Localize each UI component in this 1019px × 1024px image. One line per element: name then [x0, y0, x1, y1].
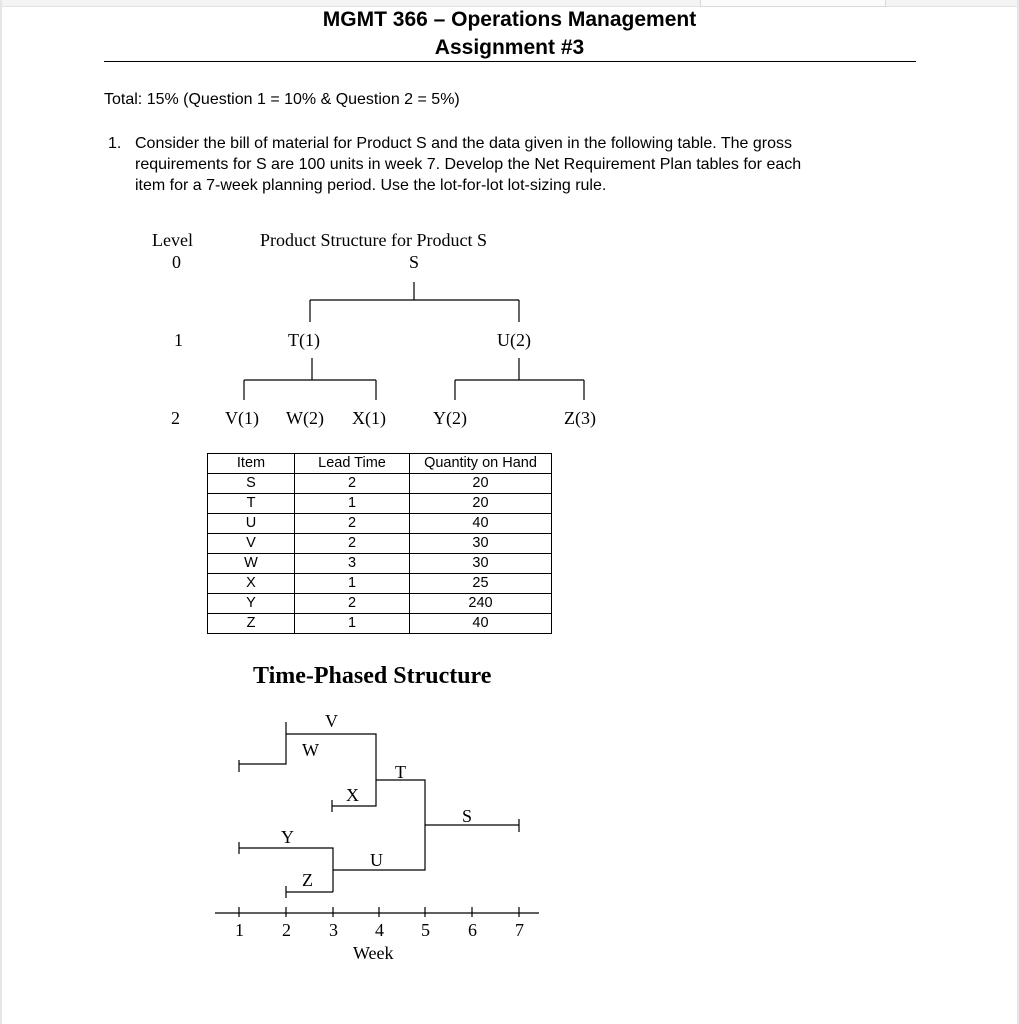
- table-header-row: [208, 454, 552, 474]
- cell-qoh: 240: [410, 594, 552, 614]
- table-row: [208, 614, 552, 634]
- time-phased-lines: [215, 722, 539, 917]
- cell-item: Z: [208, 614, 295, 634]
- tp-label-w: W: [302, 740, 319, 760]
- assignment-title: Assignment #3: [434, 36, 585, 59]
- node-v: V(1): [225, 408, 259, 428]
- node-s: S: [409, 252, 420, 272]
- u-branch-lines: [455, 358, 584, 400]
- week-tick-2: 2: [282, 920, 291, 940]
- tp-label-u: U: [370, 850, 383, 870]
- table-row: [208, 474, 552, 494]
- week-tick-5: 5: [421, 920, 430, 940]
- table-row: [208, 574, 552, 594]
- cell-lead-time: 1: [295, 574, 410, 594]
- tp-label-s: S: [462, 806, 473, 826]
- table-row: [208, 594, 552, 614]
- node-w: W(2): [286, 408, 324, 428]
- level-1: 1: [174, 330, 183, 350]
- cell-lead-time: 1: [295, 614, 410, 634]
- table-row: [208, 554, 552, 574]
- total-weight-line: Total: 15% (Question 1 = 10% & Question 2 = 5%): [104, 91, 460, 108]
- node-z: Z(3): [564, 408, 596, 428]
- cell-item: V: [208, 534, 295, 554]
- week-tick-7: 7: [515, 920, 524, 940]
- question-number: 1.: [108, 135, 122, 152]
- cell-item: T: [208, 494, 295, 514]
- question-line-1: Consider the bill of material for Product S and the data given in the following table. The gross: [135, 135, 792, 152]
- tp-label-v: V: [325, 711, 338, 731]
- cell-qoh: 20: [410, 494, 552, 514]
- cell-item: S: [208, 474, 295, 494]
- cell-qoh: 30: [410, 534, 552, 554]
- header-item: Item: [208, 454, 295, 474]
- week-tick-1: 1: [235, 920, 244, 940]
- course-title: MGMT 366 – Operations Management: [322, 8, 697, 31]
- cell-qoh: 25: [410, 574, 552, 594]
- t-branch-lines: [244, 358, 376, 400]
- node-t: T(1): [288, 330, 320, 350]
- level-0: 0: [172, 252, 181, 272]
- tp-label-y: Y: [281, 827, 294, 847]
- week-tick-6: 6: [468, 920, 477, 940]
- cell-lead-time: 3: [295, 554, 410, 574]
- cell-item: W: [208, 554, 295, 574]
- tp-label-t: T: [395, 762, 406, 782]
- cell-item: Y: [208, 594, 295, 614]
- cell-qoh: 40: [410, 614, 552, 634]
- tp-label-x: X: [346, 785, 359, 805]
- cell-qoh: 40: [410, 514, 552, 534]
- tp-label-z: Z: [302, 870, 313, 890]
- level-header: Level: [152, 230, 193, 250]
- product-structure-title: Product Structure for Product S: [260, 230, 487, 250]
- header-lead-time: Lead Time: [295, 454, 410, 474]
- question-line-2: requirements for S are 100 units in week 7. Develop the Net Requirement Plan tables for each: [135, 156, 802, 173]
- table-row: [208, 494, 552, 514]
- week-axis-label: Week: [353, 943, 394, 963]
- s-branch-lines: [310, 282, 519, 322]
- cell-qoh: 20: [410, 474, 552, 494]
- header-quantity-on-hand: Quantity on Hand: [410, 454, 552, 474]
- table-row: [208, 514, 552, 534]
- week-tick-3: 3: [329, 920, 338, 940]
- cell-item: U: [208, 514, 295, 534]
- node-x: X(1): [352, 408, 386, 428]
- cell-lead-time: 2: [295, 594, 410, 614]
- cell-lead-time: 2: [295, 474, 410, 494]
- cell-lead-time: 2: [295, 514, 410, 534]
- cell-item: X: [208, 574, 295, 594]
- cell-lead-time: 2: [295, 534, 410, 554]
- node-y: Y(2): [433, 408, 467, 428]
- cell-qoh: 30: [410, 554, 552, 574]
- time-phased-title: Time-Phased Structure: [253, 663, 492, 689]
- level-2: 2: [171, 408, 180, 428]
- table-row: [208, 534, 552, 554]
- cell-lead-time: 1: [295, 494, 410, 514]
- node-u: U(2): [497, 330, 531, 350]
- week-tick-4: 4: [375, 920, 384, 940]
- inventory-table: [207, 453, 552, 634]
- question-line-3: item for a 7-week planning period. Use the lot-for-lot lot-sizing rule.: [135, 177, 607, 194]
